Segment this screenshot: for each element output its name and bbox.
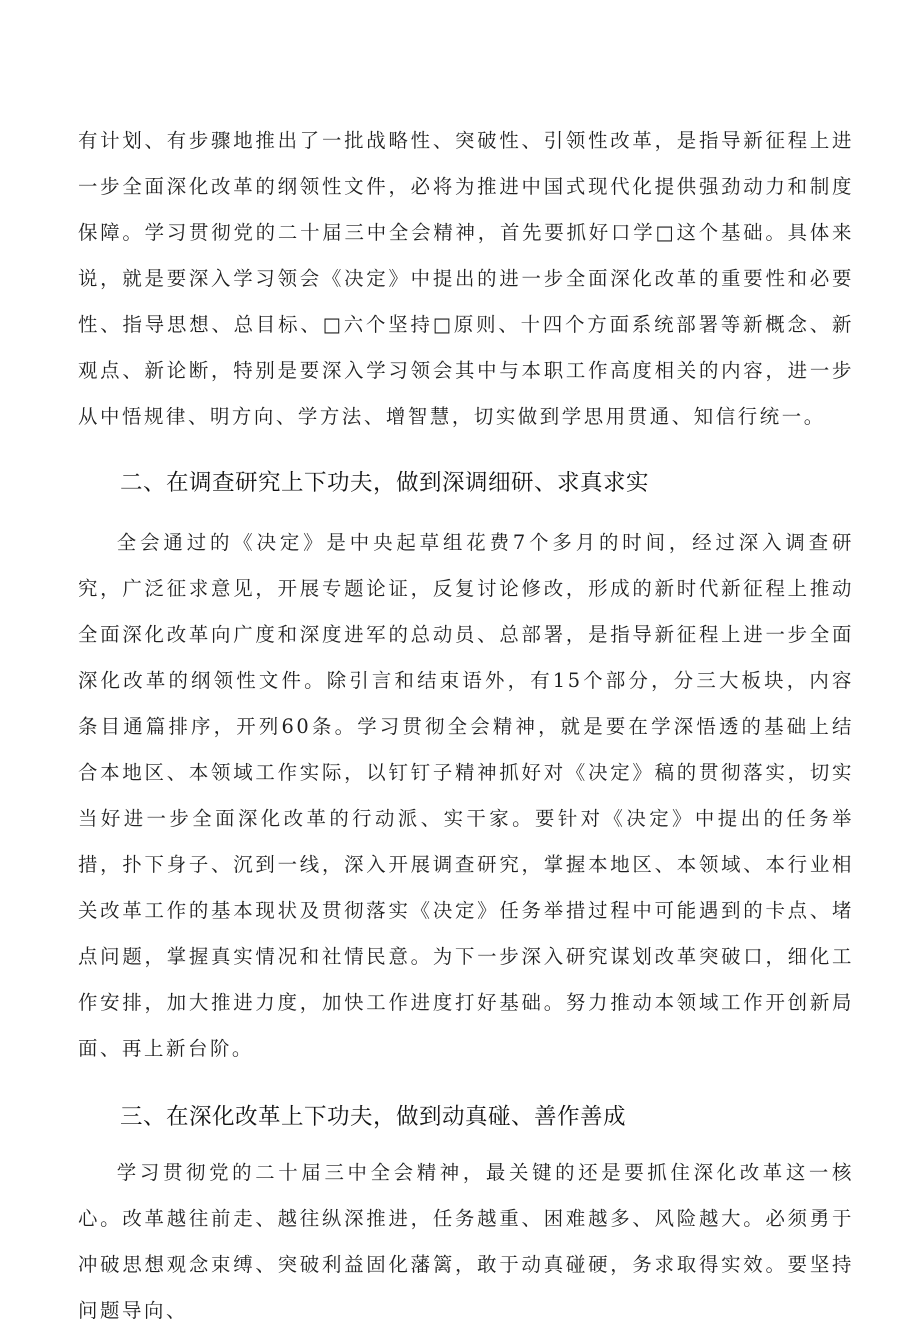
- section-heading: 三、在深化改革上下功夫，做到动真碰、善作善成: [120, 1104, 627, 1130]
- body-paragraph: 学习贯彻党的二十届三中全会精神，最关键的还是要抓住深化改革这一核心。改革越往前走、越往纵深推进，任务越重、困难越多、风险越大。必须勇于冲破思想观念束缚、突破利益固化藩篱，敢于动真碰硬，务求取得实效。要坚持问题导向、: [78, 1161, 854, 1322]
- body-paragraph: 有计划、有步骤地推出了一批战略性、突破性、引领性改革，是指导新征程上进一步全面深化改革的纲领性文件，必将为推进中国式现代化提供强劲动力和制度保障。学习贯彻党的二十届三中全会精神，首先要抓好口学□这个基础。具体来说，就是要深入学习领会《决定》中提出的进一步全面深化改革的重要性和必要性、指导思想、总目标、□六个坚持□原则、十四个方面系统部署等新概念、新观点、新论断，特别是要深入学习领会其中与本职工作高度相关的内容，进一步从中悟规律、明方向、学方法、增智慧，切实做到学思用贯通、知信行统一。: [78, 129, 854, 428]
- body-paragraph: 全会通过的《决定》是中央起草组花费7个多月的时间，经过深入调查研究，广泛征求意见，开展专题论证，反复讨论修改，形成的新时代新征程上推动全面深化改革向广度和深度进军的总动员、总部署，是指导新征程上进一步全面深化改革的纲领性文件。除引言和结束语外，有15个部分，分三大板块，内容条目通篇排序，开列60条。学习贯彻全会精神，就是要在学深悟透的基础上结合本地区、本领域工作实际，以钉钉子精神抓好对《决定》稿的贯彻落实，切实当好进一步全面深化改革的行动派、实干家。要针对《决定》中提出的任务举措，扑下身子、沉到一线，深入开展调查研究，掌握本地区、本领域、本行业相关改革工作的基本现状及贯彻落实《决定》任务举措过程中可能遇到的卡点、堵点问题，掌握真实情况和社情民意。为下一步深入研究谋划改革突破口，细化工作安排，加大推进力度，加快工作进度打好基础。努力推动本领域工作开创新局面、再上新台阶。: [78, 531, 854, 1060]
- document-body: [78, 118, 854, 1334]
- section-heading: 二、在调查研究上下功夫，做到深调细研、求真求实: [120, 470, 650, 496]
